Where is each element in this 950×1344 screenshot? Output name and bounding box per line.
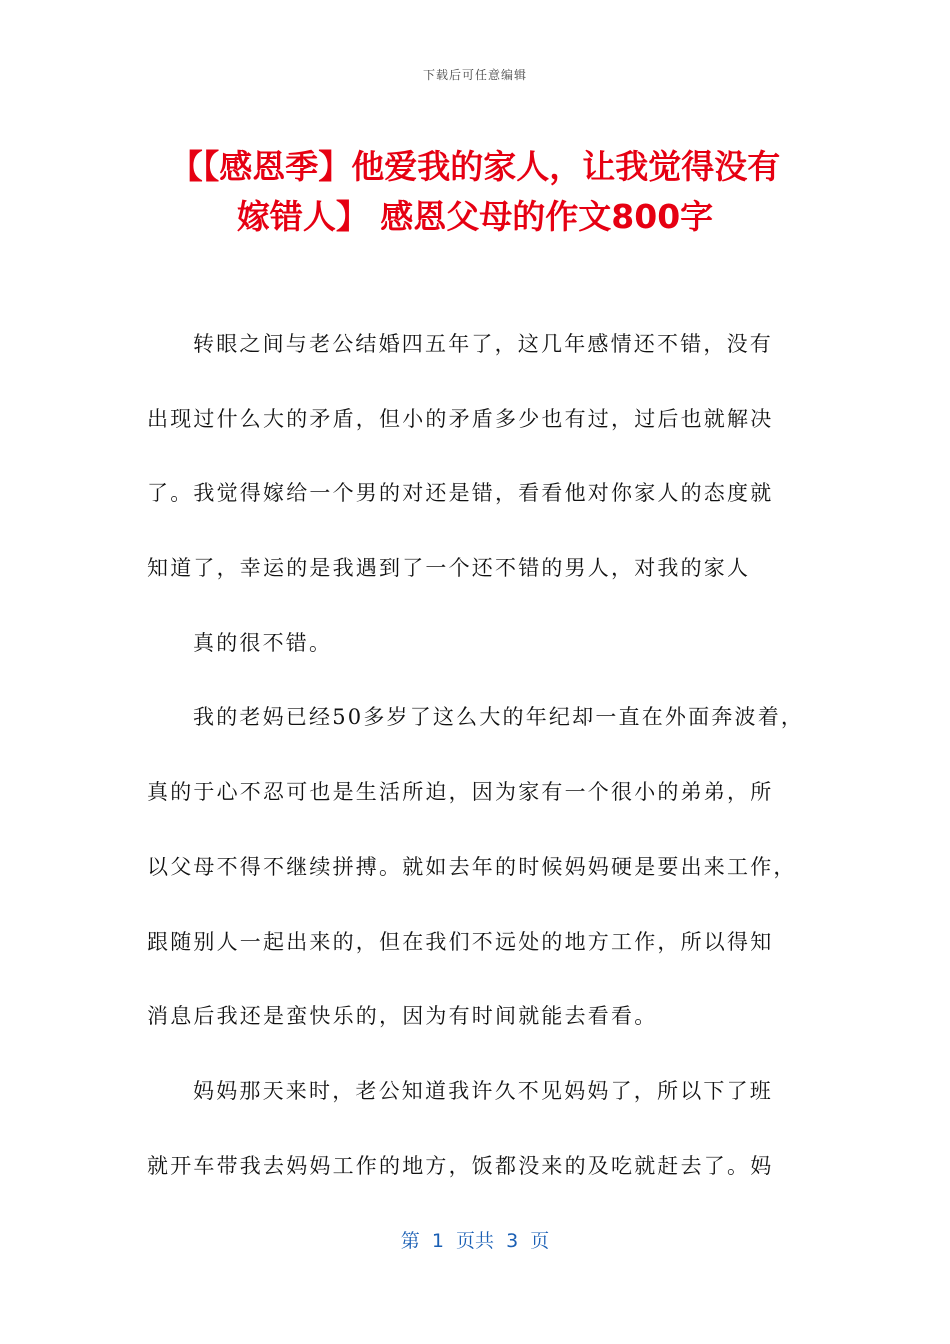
body-line: 跟随别人一起出来的，但在我们不远处的地方工作，所以得知 (147, 929, 774, 954)
page-number-footer: 第 1 页共 3 页 (400, 1230, 550, 1252)
body-line: 消息后我还是蛮快乐的，因为有时间就能去看看。 (147, 1004, 658, 1029)
document-title (100, 142, 850, 242)
title-line-1: 【【感恩季】他爱我的家人，让我觉得没有 (169, 147, 781, 186)
body-line: 真的于心不忍可也是生活所迫，因为家有一个很小的弟弟，所 (147, 780, 774, 805)
body-line: 知道了，幸运的是我遇到了一个还不错的男人，对我的家人 (147, 556, 751, 581)
body-line: 真的很不错。 (193, 630, 333, 655)
body-line: 我的老妈已经50多岁了这么大的年纪却一直在外面奔波着， (193, 705, 805, 730)
header-note: 下载后可任意编辑 (422, 68, 527, 82)
body-line: 了。我觉得嫁给一个男的对还是错，看看他对你家人的态度就 (147, 481, 774, 506)
body-line: 就开车带我去妈妈工作的地方，饭都没来的及吃就赶去了。妈 (147, 1153, 774, 1178)
body-line: 以父母不得不继续拼搏。就如去年的时候妈妈硬是要出来工作， (147, 854, 797, 879)
body-line: 转眼之间与老公结婚四五年了，这几年感情还不错，没有 (193, 332, 773, 356)
body-line: 妈妈那天来时，老公知道我许久不见妈妈了，所以下了班 (193, 1078, 773, 1103)
body-line: 出现过什么大的矛盾，但小的矛盾多少也有过，过后也就解决 (147, 406, 774, 431)
title-line-2: 嫁错人】 感恩父母的作文800字 (236, 197, 714, 236)
body-text (147, 322, 827, 1218)
